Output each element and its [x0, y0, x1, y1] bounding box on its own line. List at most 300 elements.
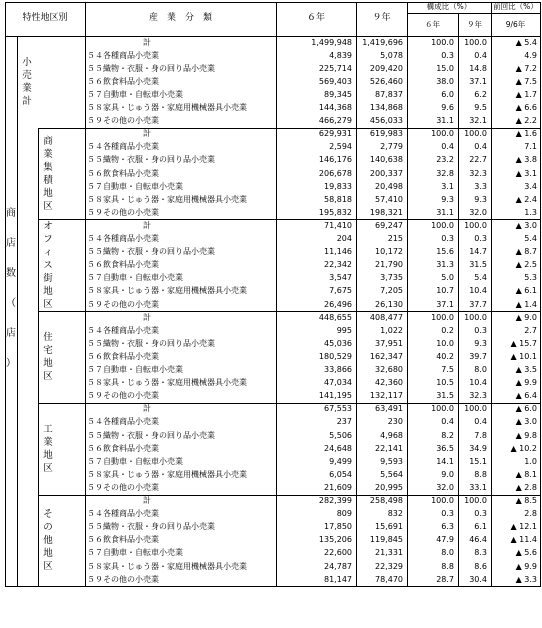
industry-label: ５８家具・じゅう器・家庭用機械器具小売業 [87, 378, 247, 388]
prev-ratio: ▲ 6.6 [515, 103, 537, 112]
comp-y9: 0.3 [474, 234, 487, 243]
value-y9: 5,078 [380, 50, 403, 60]
group-name-char: オ [43, 220, 53, 232]
value-y6: 237 [336, 417, 352, 427]
comp-y9: 37.1 [469, 76, 487, 86]
industry-label: ５９その他の小売業 [87, 482, 159, 492]
industry-header: 産 業 分 類 [148, 13, 212, 23]
prev-ratio: ▲ 8.5 [515, 496, 537, 505]
value-y6: 204 [336, 234, 352, 243]
value-y6: 466,279 [318, 116, 352, 126]
prev-ratio: ▲ 2.4 [515, 194, 537, 204]
group-name-char: 地 [43, 187, 53, 199]
comp-y9: 14.7 [469, 247, 487, 257]
group-name-char: ス [43, 259, 53, 271]
industry-label: ５６飲食料品小売業 [87, 535, 159, 545]
industry-label: ５４各種商品小売業 [87, 50, 159, 60]
comp-y6: 36.5 [436, 443, 454, 453]
value-y6: 9,499 [329, 456, 352, 466]
prev-ratio: ▲ 10.1 [510, 351, 537, 361]
side-label-char: ） [6, 358, 16, 369]
comp-y6: 100.0 [431, 312, 454, 322]
comp-y6: 31.5 [436, 391, 454, 401]
comp-y6: 9.3 [441, 194, 454, 204]
comp-y6: 15.6 [436, 247, 454, 257]
comp-y6: 6.3 [441, 522, 454, 532]
value-y9: 21,331 [375, 548, 403, 558]
value-y9: 619,983 [369, 129, 403, 139]
comp-y6: 8.8 [441, 561, 454, 571]
industry-label: ５８家具・じゅう器・家庭用機械器具小売業 [87, 194, 247, 204]
comp-y9: 10.4 [469, 286, 487, 296]
side-label-char: 店 [6, 328, 16, 339]
comp-y9: 8.0 [474, 365, 487, 374]
prev-ratio: ▲ 9.9 [515, 378, 537, 388]
comp-y9: 33.1 [469, 482, 487, 492]
value-y9: 57,410 [375, 194, 403, 204]
value-y6: 282,399 [318, 496, 352, 505]
total-label: 計 [143, 37, 151, 47]
prev-ratio: ▲ 7.5 [515, 76, 537, 86]
prev-ratio-header: 前回比（%） [493, 2, 538, 11]
industry-label: ５７自動車・自転車小売業 [87, 89, 183, 99]
comp-y9-header: ９年 [467, 20, 482, 29]
value-y9: 215 [387, 234, 403, 243]
comp-y6: 100.0 [431, 220, 454, 230]
comp-y6: 32.8 [436, 168, 454, 178]
value-y6: 26,496 [324, 299, 352, 309]
value-y6: 7,675 [329, 286, 352, 296]
value-y9: 7,205 [380, 286, 403, 296]
prev-ratio: 7.1 [524, 142, 537, 152]
value-y9: 408,477 [369, 312, 403, 322]
value-y9: 15,691 [375, 522, 403, 532]
comp-y6: 9.0 [441, 469, 454, 479]
comp-y6: 0.3 [441, 509, 454, 519]
group-name-char: 集 [43, 161, 53, 173]
comp-y6: 0.4 [441, 142, 454, 152]
prev-ratio: ▲ 9.0 [515, 312, 537, 322]
industry-label: ５４各種商品小売業 [87, 417, 159, 427]
comp-y9: 10.4 [469, 378, 487, 388]
comp-y6: 100.0 [431, 496, 454, 505]
group-name-char: 他 [43, 534, 53, 546]
prev-ratio: ▲ 15.7 [510, 338, 537, 348]
grid-line [5, 586, 540, 587]
prev-ratio: ▲ 1.6 [515, 129, 537, 139]
industry-label: ５８家具・じゅう器・家庭用機械器具小売業 [87, 286, 247, 296]
industry-label: ５４各種商品小売業 [87, 234, 159, 243]
year9-header: ９年 [372, 13, 391, 23]
industry-label: ５７自動車・自転車小売業 [87, 365, 183, 374]
value-y9: 4,968 [380, 430, 403, 440]
prev-ratio: ▲ 3.0 [515, 220, 537, 230]
value-y6: 24,648 [324, 443, 352, 453]
value-y9: 10,172 [375, 247, 403, 257]
value-y9: 69,247 [375, 220, 403, 230]
prev-ratio: ▲ 9.8 [515, 430, 537, 440]
value-y6: 448,655 [318, 312, 352, 322]
industry-label: ５８家具・じゅう器・家庭用機械器具小売業 [87, 561, 247, 571]
grid-line [85, 2, 86, 586]
side-label-char: （ [6, 298, 16, 309]
industry-label: ５７自動車・自転車小売業 [87, 273, 183, 283]
value-y9: 20,498 [375, 181, 403, 191]
prev-ratio: ▲ 3.8 [515, 155, 537, 165]
comp-y9: 7.8 [474, 430, 487, 440]
industry-label: ５９その他の小売業 [87, 391, 159, 401]
comp-y9: 100.0 [464, 312, 487, 322]
comp-y9: 30.4 [469, 574, 487, 584]
industry-label: ５４各種商品小売業 [87, 142, 159, 152]
prev-ratio: ▲ 3.3 [515, 574, 537, 584]
year6-header: ６年 [306, 13, 325, 23]
value-y9: 63,491 [375, 404, 403, 414]
prev-ratio: 4.9 [524, 50, 537, 60]
comp-y9: 32.3 [469, 168, 487, 178]
group-name-char: 業 [43, 148, 53, 160]
grid-line [540, 2, 541, 587]
group-name-char: 計 [22, 95, 32, 107]
industry-label: ５５織物・衣服・身の回り品小売業 [87, 63, 215, 73]
group-name-char: ィ [43, 246, 53, 258]
comp-y9: 100.0 [464, 404, 487, 414]
group-name-char: 地 [43, 285, 53, 297]
comp-y9: 31.5 [469, 260, 487, 270]
side-label-char: 店 [6, 238, 16, 249]
industry-label: ５６飲食料品小売業 [87, 351, 159, 361]
group-name-char: 地 [43, 547, 53, 559]
comp-y9: 32.0 [469, 207, 487, 217]
value-y6: 6,054 [329, 469, 352, 479]
prev-ratio: ▲ 10.2 [510, 443, 537, 453]
industry-label: ５７自動車・自転車小売業 [87, 548, 183, 558]
prev-ratio: 3.4 [524, 181, 537, 191]
prev-ratio: 5.3 [524, 273, 537, 283]
prev-ratio: ▲ 3.5 [515, 365, 537, 374]
grid-line [38, 128, 39, 587]
value-y9: 198,321 [369, 207, 403, 217]
prev-ratio: ▲ 2.2 [515, 116, 537, 126]
comp-y9: 100.0 [464, 129, 487, 139]
prev-ratio: 5.4 [524, 234, 537, 243]
value-y9: 3,735 [380, 273, 403, 283]
value-y6: 17,850 [324, 522, 352, 532]
value-y9: 258,498 [369, 496, 403, 505]
grid-line [5, 2, 6, 586]
comp-y9: 5.4 [474, 273, 487, 283]
total-label: 計 [143, 496, 151, 505]
value-y6: 225,714 [318, 63, 352, 73]
composition-header: 構成比（%） [426, 2, 472, 11]
comp-y6: 7.5 [441, 365, 454, 374]
prev-ratio: 1.0 [524, 456, 537, 466]
value-y6: 135,206 [318, 535, 352, 545]
value-y9: 1,419,696 [362, 37, 403, 47]
comp-y9: 32.3 [469, 391, 487, 401]
total-label: 計 [143, 404, 151, 414]
value-y9: 87,837 [375, 89, 403, 99]
comp-y6: 3.1 [441, 181, 454, 191]
comp-y9: 22.7 [469, 155, 487, 165]
industry-label: ５６飲食料品小売業 [87, 443, 159, 453]
value-y9: 2,779 [380, 142, 403, 152]
prev-sub-header: 9/6年 [505, 20, 526, 29]
comp-y9: 8.6 [474, 561, 487, 571]
value-y9: 20,995 [375, 482, 403, 492]
comp-y9: 6.1 [474, 522, 487, 532]
group-name-char: 街 [43, 272, 53, 284]
prev-ratio: ▲ 6.0 [515, 404, 537, 414]
comp-y6: 28.7 [436, 574, 454, 584]
value-y6: 2,594 [329, 142, 352, 152]
total-label: 計 [143, 312, 151, 322]
value-y6: 47,034 [324, 378, 352, 388]
value-y6: 4,839 [329, 50, 352, 60]
value-y9: 140,638 [369, 155, 403, 165]
group-name-char: 業 [22, 82, 32, 94]
value-y9: 42,360 [375, 378, 403, 388]
group-name-char: 業 [43, 436, 53, 448]
group-name-char: 区 [43, 298, 53, 310]
value-y6: 19,833 [324, 181, 352, 191]
comp-y9: 15.1 [469, 456, 487, 466]
total-label: 計 [143, 129, 151, 139]
value-y6: 33,866 [324, 365, 352, 374]
comp-y6: 100.0 [431, 129, 454, 139]
comp-y9: 32.1 [469, 116, 487, 126]
prev-ratio: ▲ 2.5 [515, 260, 537, 270]
industry-label: ５５織物・衣服・身の回り品小売業 [87, 247, 215, 257]
prev-ratio: 1.3 [524, 207, 537, 217]
comp-y9: 100.0 [464, 220, 487, 230]
industry-label: ５６飲食料品小売業 [87, 168, 159, 178]
value-y6: 1,499,948 [311, 37, 352, 47]
comp-y6: 0.3 [441, 234, 454, 243]
comp-y6: 15.0 [436, 63, 454, 73]
value-y6: 995 [336, 325, 352, 335]
value-y9: 9,593 [380, 456, 403, 466]
value-y6: 21,609 [324, 482, 352, 492]
grid-line [407, 13, 540, 14]
value-y6: 809 [336, 509, 352, 519]
industry-label: ５８家具・じゅう器・家庭用機械器具小売業 [87, 469, 247, 479]
comp-y9: 9.3 [474, 194, 487, 204]
industry-label: ５８家具・じゅう器・家庭用機械器具小売業 [87, 103, 247, 112]
side-label-char: 数 [6, 268, 16, 279]
comp-y9: 3.3 [474, 181, 487, 191]
industry-label: ５７自動車・自転車小売業 [87, 456, 183, 466]
value-y9: 134,868 [369, 103, 403, 112]
prev-ratio: ▲ 2.8 [515, 482, 537, 492]
comp-y6: 0.2 [441, 325, 454, 335]
industry-label: ５９その他の小売業 [87, 207, 159, 217]
district-header: 特性地区別 [22, 13, 68, 23]
comp-y6: 31.1 [436, 116, 454, 126]
comp-y6: 10.7 [436, 286, 454, 296]
comp-y6: 32.0 [436, 482, 454, 492]
value-y6: 5,506 [329, 430, 352, 440]
group-name-char: フ [43, 233, 53, 245]
value-y9: 37,951 [375, 338, 403, 348]
prev-ratio: ▲ 6.1 [515, 286, 537, 296]
comp-y9: 34.9 [469, 443, 487, 453]
value-y6: 45,036 [324, 338, 352, 348]
value-y9: 119,845 [369, 535, 403, 545]
prev-ratio: ▲ 3.1 [515, 168, 537, 178]
value-y6: 141,195 [318, 391, 352, 401]
comp-y6: 38.0 [436, 76, 454, 86]
value-y9: 5,564 [380, 469, 403, 479]
comp-y9: 37.7 [469, 299, 487, 309]
prev-ratio: ▲ 11.4 [510, 535, 537, 545]
comp-y6: 47.9 [436, 535, 454, 545]
comp-y9: 6.2 [474, 89, 487, 99]
group-name-char: 区 [43, 462, 53, 474]
comp-y6: 6.0 [441, 89, 454, 99]
group-name-char: そ [43, 508, 53, 520]
comp-y9: 46.4 [469, 535, 487, 545]
value-y9: 1,022 [380, 325, 403, 335]
prev-ratio: ▲ 9.9 [515, 561, 537, 571]
comp-y6: 31.1 [436, 207, 454, 217]
prev-ratio: ▲ 6.4 [515, 391, 537, 401]
value-y6: 22,342 [324, 260, 352, 270]
industry-label: ５５織物・衣服・身の回り品小売業 [87, 430, 215, 440]
industry-label: ５５織物・衣服・身の回り品小売業 [87, 522, 215, 532]
prev-ratio: 2.7 [524, 325, 537, 335]
group-name-char: 地 [43, 357, 53, 369]
value-y6: 569,403 [318, 76, 352, 86]
comp-y6: 0.3 [441, 50, 454, 60]
value-y9: 26,130 [375, 299, 403, 309]
comp-y6: 9.6 [441, 103, 454, 112]
group-name-char: 区 [43, 370, 53, 382]
value-y6: 22,600 [324, 548, 352, 558]
comp-y9: 0.4 [474, 417, 487, 427]
comp-y9: 9.3 [474, 338, 487, 348]
value-y9: 78,470 [375, 574, 403, 584]
value-y9: 32,680 [375, 365, 403, 374]
comp-y9: 0.4 [474, 50, 487, 60]
value-y6: 81,147 [324, 574, 352, 584]
value-y9: 230 [387, 417, 403, 427]
value-y6: 195,832 [318, 207, 352, 217]
group-name-char: 売 [22, 69, 32, 81]
industry-label: ５４各種商品小売業 [87, 325, 159, 335]
comp-y6: 40.2 [436, 351, 454, 361]
group-name-char: の [43, 521, 53, 533]
prev-ratio: ▲ 8.1 [515, 469, 537, 479]
grid-line [38, 311, 540, 312]
comp-y9: 100.0 [464, 496, 487, 505]
group-name-char: 区 [43, 560, 53, 572]
value-y6: 11,146 [324, 247, 352, 257]
industry-label: ５５織物・衣服・身の回り品小売業 [87, 338, 215, 348]
comp-y9: 39.7 [469, 351, 487, 361]
comp-y9: 8.3 [474, 548, 487, 558]
comp-y9: 0.4 [474, 142, 487, 152]
group-name-char: 工 [43, 423, 53, 435]
value-y9: 22,329 [375, 561, 403, 571]
comp-y6-header: ６年 [425, 20, 440, 29]
comp-y6: 100.0 [431, 37, 454, 47]
industry-label: ５９その他の小売業 [87, 299, 159, 309]
comp-y6: 5.0 [441, 273, 454, 283]
comp-y6: 23.2 [436, 155, 454, 165]
value-y6: 629,931 [318, 129, 352, 139]
group-name-char: 区 [43, 200, 53, 212]
value-y6: 67,553 [324, 404, 352, 414]
group-name-char: 地 [43, 449, 53, 461]
value-y6: 206,678 [318, 168, 352, 178]
group-name-char: 住 [43, 331, 53, 343]
value-y6: 24,787 [324, 561, 352, 571]
comp-y9: 0.3 [474, 509, 487, 519]
value-y9: 21,790 [375, 260, 403, 270]
comp-y6: 0.4 [441, 417, 454, 427]
comp-y6: 37.1 [436, 299, 454, 309]
group-name-char: 積 [43, 174, 53, 186]
group-name-char: 商 [43, 135, 53, 147]
comp-y6: 100.0 [431, 404, 454, 414]
value-y9: 132,117 [369, 391, 403, 401]
value-y9: 456,033 [369, 116, 403, 126]
prev-ratio: ▲ 5.6 [515, 548, 537, 558]
value-y9: 832 [387, 509, 403, 519]
comp-y6: 10.0 [436, 338, 454, 348]
group-name-char: 小 [22, 56, 32, 68]
comp-y9: 100.0 [464, 37, 487, 47]
industry-label: ５６飲食料品小売業 [87, 76, 159, 86]
value-y6: 3,547 [329, 273, 352, 283]
comp-y6: 10.5 [436, 378, 454, 388]
prev-ratio: ▲ 1.4 [515, 299, 537, 309]
value-y6: 146,176 [318, 155, 352, 165]
comp-y6: 14.1 [436, 456, 454, 466]
prev-ratio: ▲ 12.1 [510, 522, 537, 532]
comp-y9: 0.3 [474, 325, 487, 335]
total-label: 計 [143, 220, 151, 230]
value-y6: 89,345 [324, 89, 352, 99]
value-y6: 71,410 [324, 220, 352, 230]
comp-y6: 8.0 [441, 548, 454, 558]
industry-label: ５５織物・衣服・身の回り品小売業 [87, 155, 215, 165]
value-y9: 209,420 [369, 63, 403, 73]
value-y9: 162,347 [369, 351, 403, 361]
industry-label: ５４各種商品小売業 [87, 509, 159, 519]
comp-y9: 14.8 [469, 63, 487, 73]
value-y6: 58,818 [324, 194, 352, 204]
prev-ratio: ▲ 8.7 [515, 247, 537, 257]
prev-ratio: ▲ 1.7 [515, 89, 537, 99]
prev-ratio: ▲ 7.2 [515, 63, 537, 73]
group-name-char: 宅 [43, 344, 53, 356]
value-y9: 200,337 [369, 168, 403, 178]
value-y6: 180,529 [318, 351, 352, 361]
comp-y6: 31.3 [436, 260, 454, 270]
prev-ratio: ▲ 3.0 [515, 417, 537, 427]
value-y9: 526,460 [369, 76, 403, 86]
comp-y6: 8.2 [441, 430, 454, 440]
comp-y9: 8.8 [474, 469, 487, 479]
value-y6: 144,368 [318, 103, 352, 112]
prev-ratio: 2.8 [524, 509, 537, 519]
industry-label: ５６飲食料品小売業 [87, 260, 159, 270]
prev-ratio: ▲ 5.4 [515, 37, 537, 47]
side-label-char: 商 [6, 208, 16, 219]
comp-y9: 9.5 [474, 103, 487, 112]
